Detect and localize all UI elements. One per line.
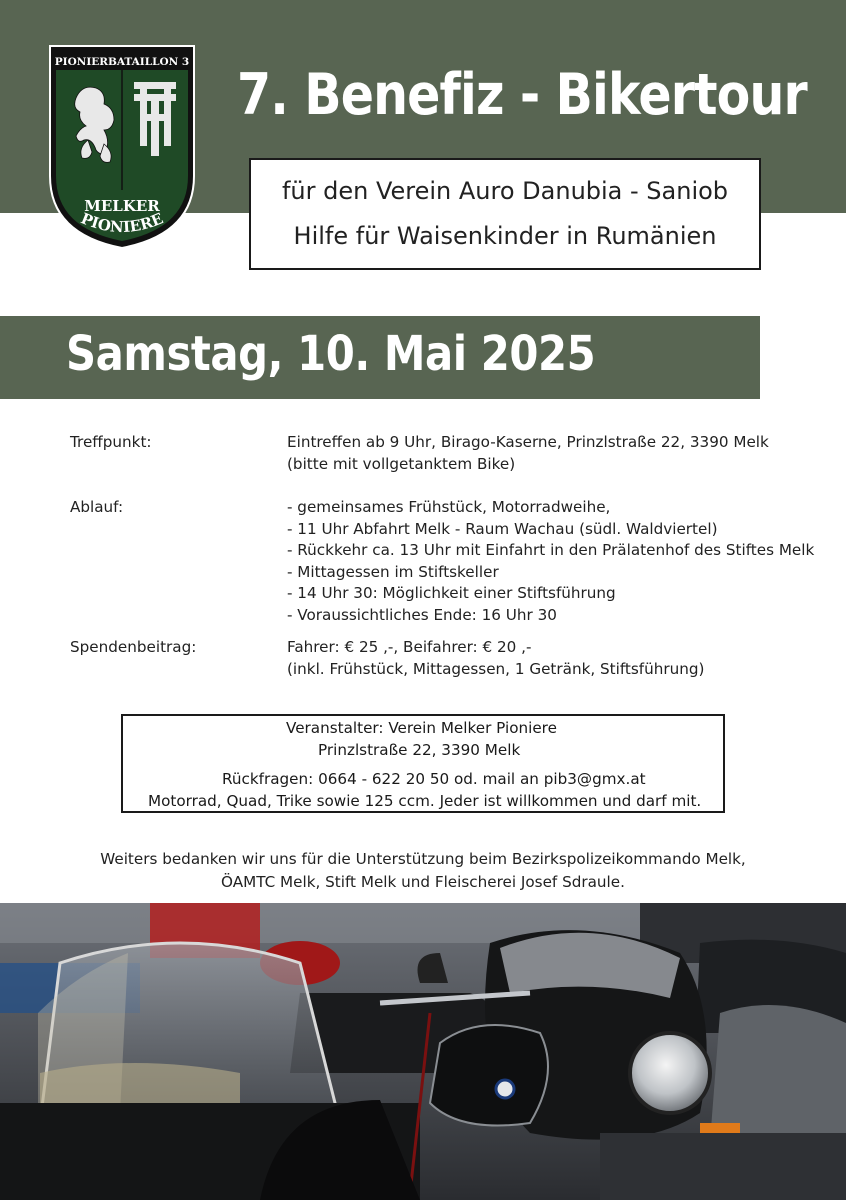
meeting-line: (bitte mit vollgetanktem Bike) (287, 454, 516, 473)
schedule-line: - gemeinsames Frühstück, Motorradweihe, (287, 498, 611, 516)
subtitle-box (249, 158, 761, 270)
crest-bottom-text-2: PIONIERE (78, 209, 166, 237)
organizer-name: Veranstalter: Verein Melker Pioniere (286, 719, 557, 737)
crest-bottom-text-1: MELKER (84, 197, 160, 215)
meeting-label: Treffpunkt: (70, 433, 152, 451)
event-details (70, 432, 814, 680)
thanks-line: ÖAMTC Melk, Stift Melk und Fleischerei Josef Sdraule. (221, 872, 625, 891)
donation-row (70, 637, 814, 680)
donation-label: Spendenbeitrag: (70, 638, 197, 656)
donation-line: Fahrer: € 25 ,-, Beifahrer: € 20 ,- (287, 638, 532, 656)
organizer-contact: Rückfragen: 0664 - 622 20 50 od. mail an pib3@gmx.at (222, 770, 646, 788)
organizer-note: Motorrad, Quad, Trike sowie 125 ccm. Jeder ist willkommen und darf mit. (148, 792, 702, 810)
schedule-label: Ablauf: (70, 498, 124, 516)
schedule-line: - 14 Uhr 30: Möglichkeit einer Stiftsführung (287, 584, 616, 602)
schedule-line: - Voraussichtliches Ende: 16 Uhr 30 (287, 605, 557, 624)
meeting-row (70, 432, 814, 475)
donation-line: (inkl. Frühstück, Mittagessen, 1 Getränk, Stiftsführung) (287, 659, 705, 678)
page-title: 7. Benefiz - Bikertour (237, 62, 807, 128)
organizer-address: Prinzlstraße 22, 3390 Melk (318, 741, 521, 759)
schedule-line: - Mittagessen im Stiftskeller (287, 562, 499, 581)
subtitle-line-2: Hilfe für Waisenkinder in Rumänien (293, 222, 717, 250)
thanks-text (0, 848, 846, 893)
schedule-line: - 11 Uhr Abfahrt Melk - Raum Wachau (südl. Waldviertel) (287, 519, 718, 538)
motorcycle-photo (0, 903, 846, 1200)
event-date: Samstag, 10. Mai 2025 (66, 326, 596, 382)
crest-logo (48, 44, 196, 250)
schedule-row (70, 497, 814, 626)
thanks-line: Weiters bedanken wir uns für die Unterstützung beim Bezirkspolizeikommando Melk, (100, 850, 746, 868)
schedule-line: - Rückkehr ca. 13 Uhr mit Einfahrt in den Prälatenhof des Stiftes Melk (287, 541, 815, 559)
meeting-line: Eintreffen ab 9 Uhr, Birago-Kaserne, Prinzlstraße 22, 3390 Melk (287, 433, 769, 451)
subtitle-line-1: für den Verein Auro Danubia - Saniob (281, 177, 729, 205)
crest-top-text: PIONIERBATAILLON 3 (54, 56, 190, 68)
organizer-box (121, 714, 725, 813)
